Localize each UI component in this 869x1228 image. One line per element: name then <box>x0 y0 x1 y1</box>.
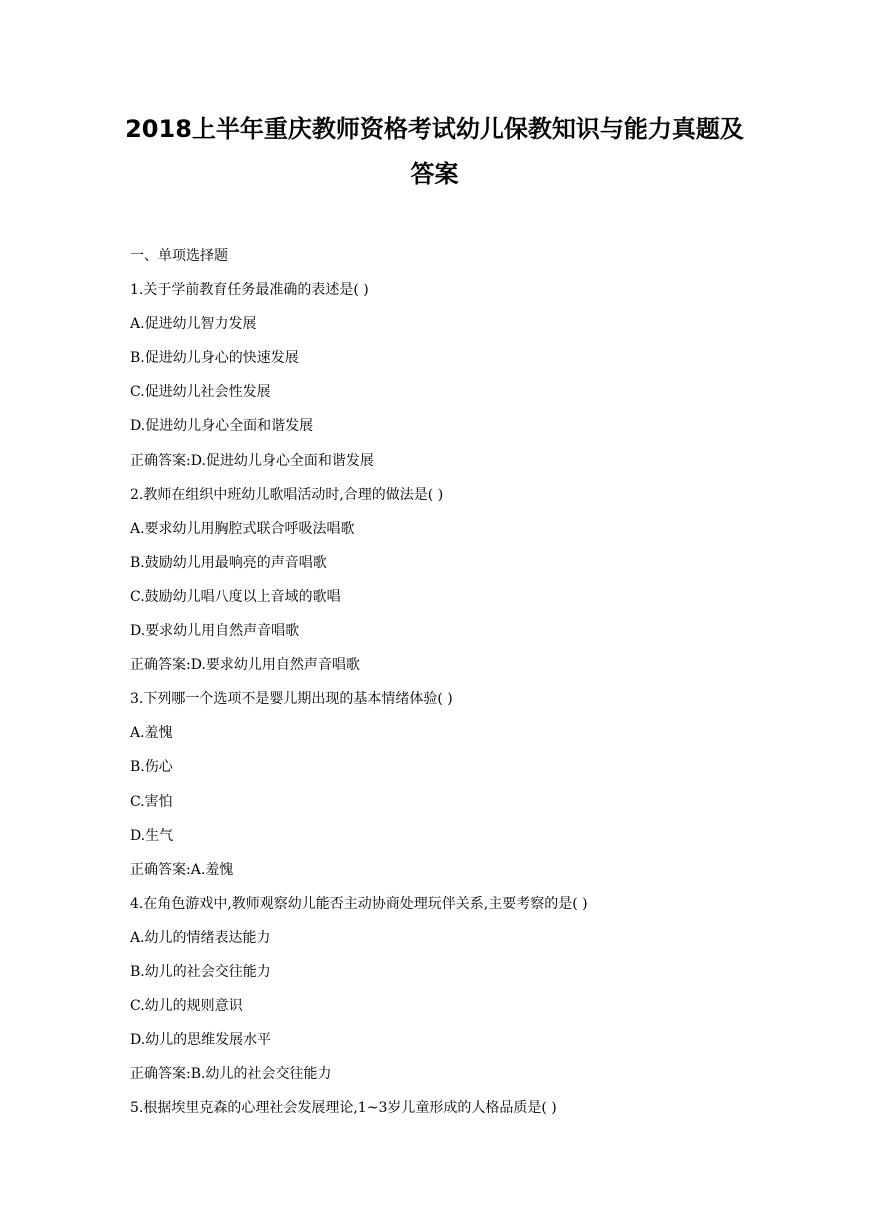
question-1 <box>130 278 770 483</box>
correct-answer: 正确答案:A.羞愧 <box>130 861 234 878</box>
option-b: B.鼓励幼儿用最响亮的声音唱歌 <box>130 554 327 571</box>
option-b: B.促进幼儿身心的快速发展 <box>130 350 299 367</box>
document-body <box>130 244 770 1130</box>
question-2 <box>130 483 770 688</box>
option-c: C.害怕 <box>130 793 173 810</box>
document-title-line-1: 2018上半年重庆教师资格考试幼儿保教知识与能力真题及 <box>125 115 744 143</box>
question-3 <box>130 687 770 892</box>
question-5 <box>130 1096 770 1130</box>
option-a: A.促进幼儿智力发展 <box>130 316 257 333</box>
question-stem: 5.根据埃里克森的心理社会发展理论,1~3岁儿童形成的人格品质是( ) <box>130 1100 557 1117</box>
document-title-line-2: 答案 <box>410 160 459 188</box>
correct-answer: 正确答案:D.要求幼儿用自然声音唱歌 <box>130 657 360 674</box>
option-b: B.幼儿的社会交往能力 <box>130 963 271 980</box>
question-stem: 2.教师在组织中班幼儿歌唱活动时,合理的做法是( ) <box>130 486 444 503</box>
option-a: A.羞愧 <box>130 725 173 742</box>
section-heading: 一、单项选择题 <box>130 248 228 264</box>
option-c: C.鼓励幼儿唱八度以上音域的歌唱 <box>130 588 341 605</box>
option-d: D.促进幼儿身心全面和谐发展 <box>130 418 314 435</box>
option-a: A.幼儿的情绪表达能力 <box>130 929 271 946</box>
question-stem: 4.在角色游戏中,教师观察幼儿能否主动协商处理玩伴关系,主要考察的是( ) <box>130 895 588 912</box>
option-c: C.幼儿的规则意识 <box>130 998 243 1015</box>
option-d: D.要求幼儿用自然声音唱歌 <box>130 623 300 640</box>
correct-answer: 正确答案:B.幼儿的社会交往能力 <box>130 1066 332 1083</box>
option-d: D.生气 <box>130 827 174 844</box>
option-c: C.促进幼儿社会性发展 <box>130 384 271 401</box>
question-stem: 1.关于学前教育任务最准确的表述是( ) <box>130 282 369 299</box>
question-4 <box>130 892 770 1097</box>
option-d: D.幼儿的思维发展水平 <box>130 1032 272 1049</box>
option-b: B.伤心 <box>130 759 173 776</box>
correct-answer: 正确答案:D.促进幼儿身心全面和谐发展 <box>130 452 374 469</box>
option-a: A.要求幼儿用胸腔式联合呼吸法唱歌 <box>130 520 355 537</box>
question-stem: 3.下列哪一个选项不是婴儿期出现的基本情绪体验( ) <box>130 691 453 708</box>
